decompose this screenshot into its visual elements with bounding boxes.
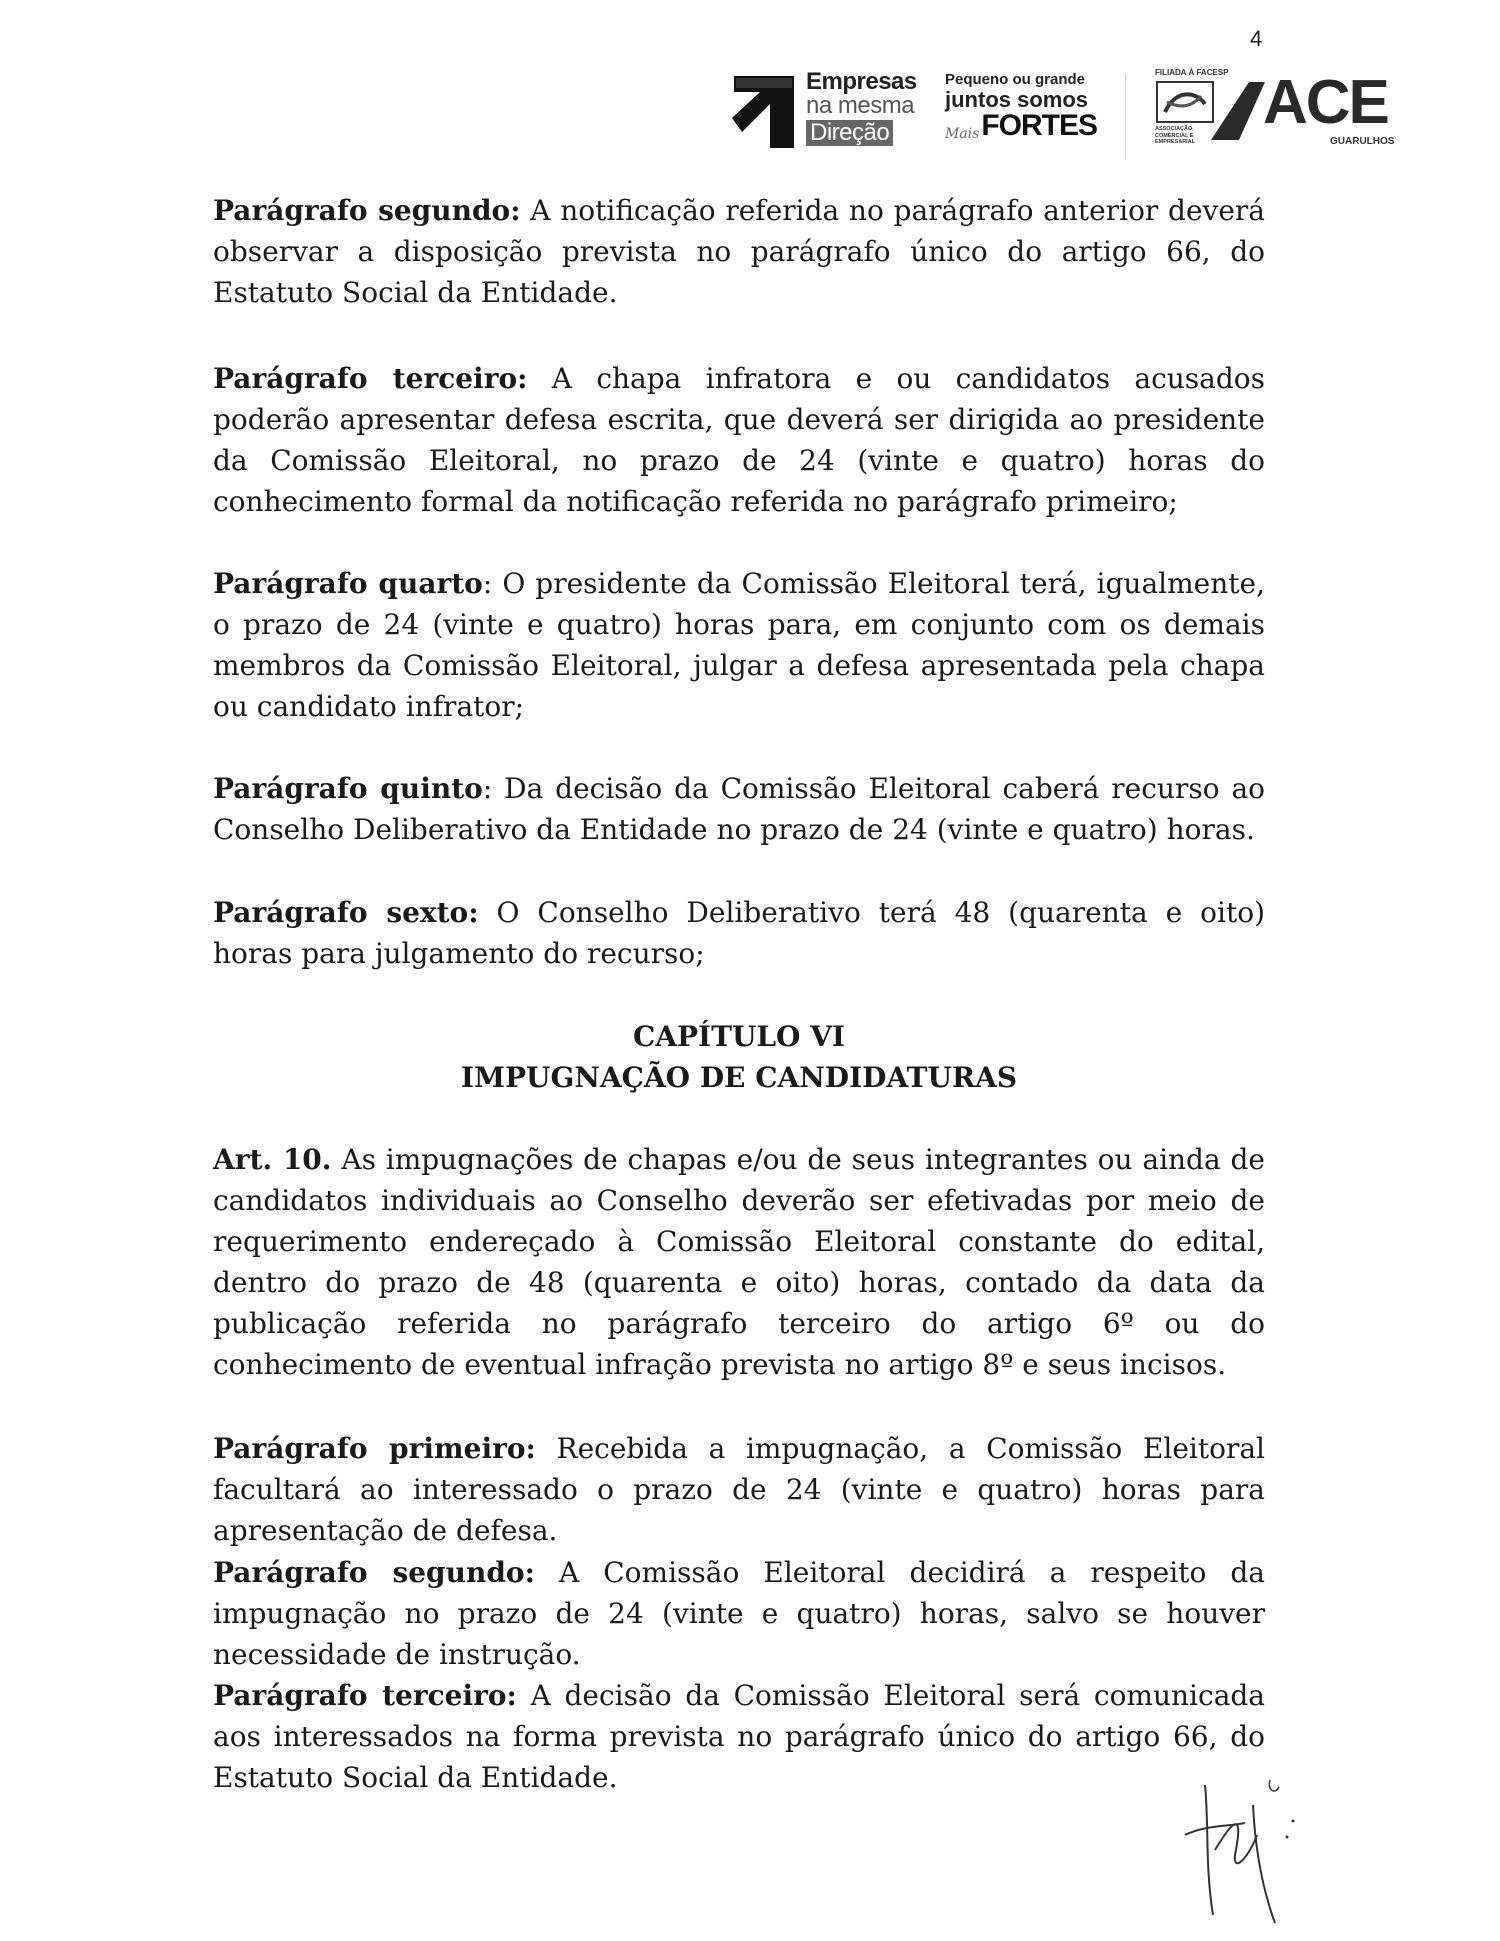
slogan-fortes: FORTES <box>981 109 1098 142</box>
slogan-mais: Mais <box>945 126 980 142</box>
paragraph-label: Parágrafo sexto: <box>213 896 479 929</box>
page-number: 4 <box>1250 26 1263 51</box>
paragraph-text: : Da decisão da Comissão Eleitoral caberá recurso ao Conselho Deliberativo da Entidade no prazo de 24 (vinte e quatro) horas. <box>213 772 1265 846</box>
arrow-logo-icon <box>730 68 800 150</box>
paragraph-label: Parágrafo terceiro: <box>213 362 528 395</box>
paragraph-text: : O presidente da Comissão Eleitoral terá, igualmente, o prazo de 24 (vinte e quatro) horas para, em conjunto com os demais membros da Comissão Eleitoral, julgar a defesa apresentada pela chapa ou candidato infrator; <box>213 567 1265 723</box>
ace-emblem-icon <box>1155 80 1215 124</box>
ace-logo <box>1155 68 1395 153</box>
paragraph-text: A notificação referida no parágrafo anterior deverá observar a disposição prevista no parágrafo único do artigo 66, do Estatuto Social da Entidade. <box>213 194 1265 309</box>
paragraph-label: Parágrafo primeiro: <box>213 1432 536 1465</box>
chapter-heading <box>213 1016 1265 1098</box>
paragraph-quarto <box>213 563 1265 727</box>
slogan <box>945 72 1097 141</box>
ace-city: GUARULHOS <box>1330 136 1395 147</box>
paragraph-primeiro <box>213 1428 1265 1551</box>
paragraph-segundo-1 <box>213 190 1265 313</box>
paragraph-text: A chapa infratora e ou candidatos acusados poderão apresentar defesa escrita, que deverá ser dirigida ao presidente da Comissão Eleitoral, no prazo de 24 (vinte e quatro) horas do conhecimento formal da notificação referida no parágrafo primeiro; <box>213 362 1265 518</box>
paragraph-label: Parágrafo segundo: <box>213 1556 535 1589</box>
assoc-text: ASSOCIAÇÃO COMERCIAL E EMPRESARIAL <box>1155 126 1196 146</box>
paragraph-segundo-2 <box>213 1552 1265 1675</box>
slogan-line-2: juntos somos <box>945 87 1089 112</box>
article-10 <box>213 1139 1265 1385</box>
paragraph-terceiro-1 <box>213 358 1265 522</box>
handwritten-signature <box>1175 1765 1315 1925</box>
chapter-subtitle: IMPUGNAÇÃO DE CANDIDATURAS <box>460 1061 1018 1094</box>
article-text: As impugnações de chapas e/ou de seus integrantes ou ainda de candidatos individuais ao Conselho deverão ser efetivadas por meio de requerimento endereçado à Comissão Eleitoral constante do edital, dentro do prazo de 48 (quarenta e oito) horas, contado da data da publicação referida no parágrafo terceiro do artigo 6º ou do conhecimento de eventual infração prevista no artigo 8º e seus incisos. <box>213 1143 1265 1381</box>
paragraph-terceiro-2 <box>213 1675 1265 1798</box>
logo-line-2: na mesma <box>806 92 915 119</box>
article-label: Art. 10. <box>213 1143 332 1176</box>
empresas-logo-text <box>806 70 917 146</box>
paragraph-quinto <box>213 768 1265 850</box>
logo-divider <box>1125 74 1126 160</box>
paragraph-label: Parágrafo quarto <box>213 567 483 600</box>
paragraph-text: O Conselho Deliberativo terá 48 (quarenta e oito) horas para julgamento do recurso; <box>213 896 1265 970</box>
logo-line-1: Empresas <box>806 68 917 95</box>
ace-brand: ACE <box>1263 68 1388 137</box>
chapter-title: CAPÍTULO VI <box>632 1020 846 1053</box>
paragraph-text: Recebida a impugnação, a Comissão Eleitoral facultará ao interessado o prazo de 24 (vinte e quatro) horas para apresentação de defesa. <box>213 1432 1266 1547</box>
paragraph-label: Parágrafo segundo: <box>213 194 521 227</box>
empresas-logo <box>730 68 1130 153</box>
logo-line-3: Direção <box>806 120 893 146</box>
paragraph-label: Parágrafo quinto <box>213 772 483 805</box>
filiada-text: FILIADA À FACESP <box>1155 68 1229 77</box>
paragraph-label: Parágrafo terceiro: <box>213 1679 517 1712</box>
paragraph-text: A decisão da Comissão Eleitoral será comunicada aos interessados na forma prevista no parágrafo único do artigo 66, do Estatuto Social da Entidade. <box>213 1679 1265 1794</box>
header-logos <box>730 60 1395 160</box>
slogan-line-1: Pequeno ou grande <box>945 71 1086 88</box>
paragraph-text: A Comissão Eleitoral decidirá a respeito da impugnação no prazo de 24 (vinte e quatro) horas, salvo se houver necessidade de instrução. <box>213 1556 1265 1671</box>
paragraph-sexto <box>213 892 1265 974</box>
